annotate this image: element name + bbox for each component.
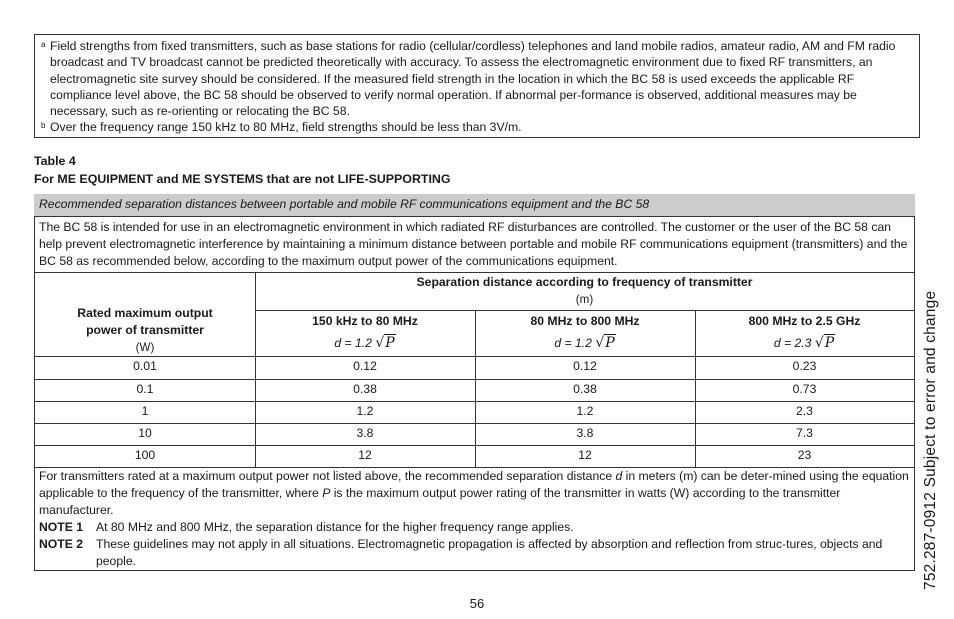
- cell-band-2: 12: [578, 448, 592, 462]
- header-separation: [255, 274, 914, 308]
- page-number: 56: [469, 596, 485, 611]
- cell-band-3: 0.23: [792, 359, 817, 373]
- table-rule: [35, 272, 914, 273]
- cell-band-2: 3.8: [576, 426, 594, 440]
- cell-power: 100: [134, 448, 156, 462]
- note-1: [39, 519, 911, 536]
- footer-var-p: P: [322, 486, 331, 500]
- band-label: 150 kHz to 80 MHz: [312, 314, 418, 328]
- cell-band-1: 0.38: [353, 382, 377, 396]
- formula-prefix: d = 1.2: [334, 336, 372, 350]
- cell-power: 0.01: [133, 359, 157, 373]
- header-separation-label: Separation distance according to frequency of transmitter: [416, 275, 753, 289]
- table-footer: [39, 468, 911, 570]
- formula-var: P: [824, 335, 835, 351]
- footnote-marker: b: [41, 121, 46, 131]
- table-number: Table 4: [34, 154, 76, 168]
- note-label: NOTE 2: [39, 537, 84, 551]
- header-band-2: [475, 313, 695, 351]
- cell-band-3: 23: [797, 448, 812, 462]
- band-label: 800 MHz to 2.5 GHz: [748, 314, 861, 328]
- sqrt-icon: √: [814, 335, 824, 351]
- header-band-3: [695, 313, 914, 351]
- footnote-text: Over the frequency range 150 kHz to 80 MHz, field strengths should be less than 3V/m.: [50, 120, 522, 135]
- footer-var-d: d: [615, 469, 623, 483]
- cell-band-3: 7.3: [796, 426, 813, 440]
- band-label: 80 MHz to 800 MHz: [530, 314, 640, 328]
- table-rule: [255, 310, 914, 311]
- header-band-1: [255, 313, 475, 351]
- table-title: For ME EQUIPMENT and ME SYSTEMS that are not LIFE-SUPPORTING: [34, 172, 451, 186]
- formula-var: P: [605, 335, 615, 351]
- formula-var: P: [385, 335, 395, 351]
- header-rated-power-unit: (W): [135, 341, 155, 354]
- formula-prefix: d = 2.3: [773, 336, 812, 350]
- cell-band-2: 0.12: [573, 359, 597, 373]
- note-text: These guidelines may not apply in all situations. Electromagnetic propagation is affected by absorption and reflection from struc-tures, objects and people.: [96, 537, 883, 568]
- band-formula: [475, 335, 695, 351]
- footer-text: is the maximum output power rating of the transmitter in watts (W) according to the transmitter manufacturer.: [39, 486, 841, 517]
- footer-paragraph: [39, 468, 911, 519]
- cell-band-2: 0.38: [573, 382, 597, 396]
- band-formula: [695, 335, 914, 351]
- header-separation-unit: (m): [575, 293, 594, 306]
- footer-text: For transmitters rated at a maximum output power not listed above, the recommended separation distance: [39, 469, 616, 483]
- footnote-text: Field strengths from fixed transmitters, such as base stations for radio (cellular/cordless) telephones and land mobile radios, amateur radio, AM and FM radio broadcast and TV broadcast cannot be predicted theoretically with accuracy. To assess the electromagnetic environment due to fixed RF transmitters, an electromagnetic site survey should be considered. If the measured field strength in the location in which the BC 58 is used exceeds the applicable RF compliance level above, the BC 58 should be observed to verify normal operation. If abnormal per-formance is observed, additional measures may be necessary, such as re-orienting or relocating the BC 58.: [50, 39, 896, 119]
- note-label: NOTE 1: [39, 520, 84, 534]
- cell-band-3: 0.73: [792, 382, 817, 396]
- band-formula: [255, 335, 475, 351]
- cell-power: 1: [141, 404, 149, 418]
- cell-band-3: 2.3: [796, 404, 813, 418]
- formula-prefix: d = 1.2: [554, 336, 592, 350]
- note-text: At 80 MHz and 800 MHz, the separation distance for the higher frequency range applies.: [96, 520, 574, 534]
- footnote-marker: a: [41, 40, 46, 49]
- cell-band-1: 3.8: [356, 426, 374, 440]
- cell-band-1: 0.12: [353, 359, 377, 373]
- note-2: [39, 536, 911, 570]
- separation-table: [34, 216, 915, 571]
- section-header: Recommended separation distances between portable and mobile RF communications equipment and the BC 58: [34, 194, 915, 216]
- cell-power: 0.1: [136, 382, 154, 396]
- table-intro: The BC 58 is intended for use in an electromagnetic environment in which radiated RF disturbances are controlled. The customer or the user of the BC 58 can help prevent electromagnetic interference by maintaining a minimum distance between portable and mobile RF communications equipment (transmitters) and the BC 58 as recommended below, according to the maximum output power of the communications equipment.: [39, 220, 908, 268]
- footnote-a: [41, 38, 913, 119]
- cell-power: 10: [138, 426, 152, 440]
- footnote-b: [41, 119, 913, 135]
- header-rated-power-label: Rated maximum output power of transmitter: [77, 306, 213, 337]
- sqrt-icon: √: [595, 335, 605, 351]
- footer-text: in meters (m) can be deter-mined using the equation applicable to the frequency of the transmitter, where: [39, 469, 909, 500]
- side-reference-text: 752.287-0912 Subject to error and change: [922, 290, 939, 590]
- sqrt-icon: √: [375, 335, 385, 351]
- cell-band-1: 1.2: [356, 404, 374, 418]
- cell-band-2: 1.2: [576, 404, 594, 418]
- cell-band-1: 12: [358, 448, 372, 462]
- footnotes-box: [34, 34, 920, 138]
- header-rated-power: [35, 305, 255, 356]
